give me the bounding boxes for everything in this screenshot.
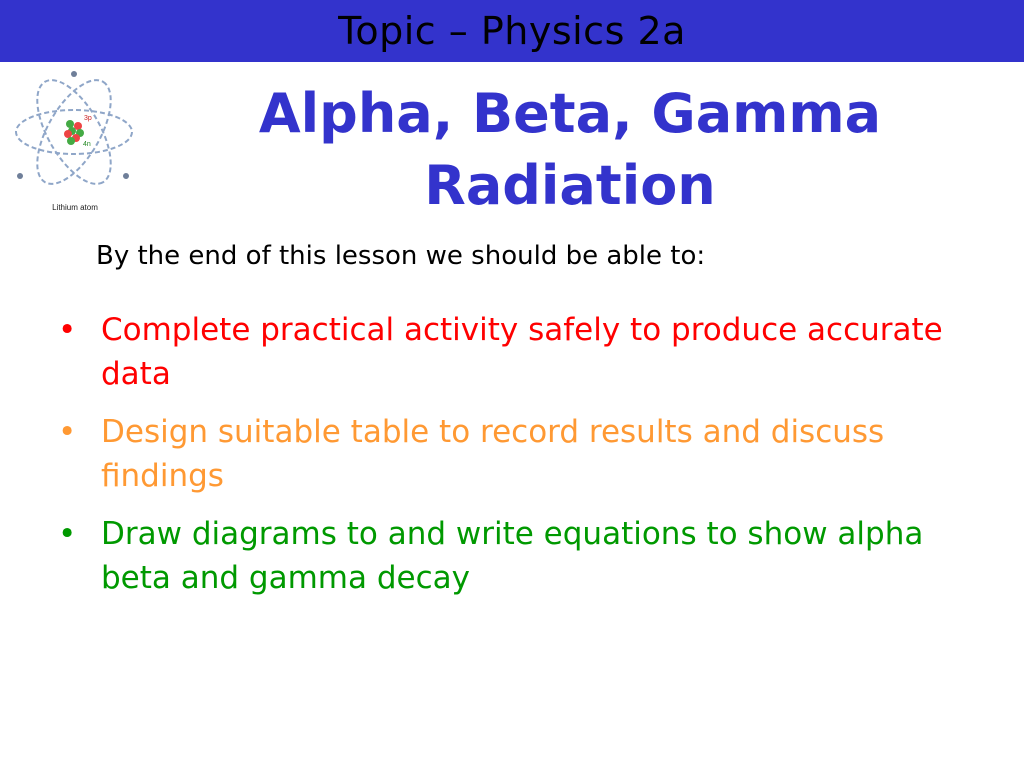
objective-item	[58, 410, 958, 498]
logo-caption: Lithium atom	[52, 203, 98, 212]
proton-count-label: 3p	[84, 115, 92, 122]
bullet: •	[58, 414, 77, 450]
objective-text: Complete practical activity safely to produce accurate data	[101, 312, 943, 392]
slide-title	[240, 78, 900, 222]
lithium-atom-icon	[10, 66, 146, 206]
objectives-list	[58, 308, 958, 614]
header-bar	[0, 0, 1024, 62]
topic-title: Topic – Physics 2a	[338, 9, 686, 53]
slide-title-line-2: Radiation	[424, 154, 716, 217]
bullet: •	[58, 312, 77, 348]
neutron-count-label: 4n	[83, 141, 91, 148]
objective-text: Draw diagrams to and write equations to show alpha beta and gamma decay	[101, 516, 924, 596]
lithium-atom-logo	[10, 66, 146, 216]
slide-title-line-1: Alpha, Beta, Gamma	[258, 82, 882, 145]
objective-item	[58, 512, 958, 600]
bullet: •	[58, 516, 77, 552]
objective-item	[58, 308, 958, 396]
lesson-intro: By the end of this lesson we should be able to:	[96, 241, 706, 271]
objective-text: Design suitable table to record results and discuss findings	[101, 414, 885, 494]
